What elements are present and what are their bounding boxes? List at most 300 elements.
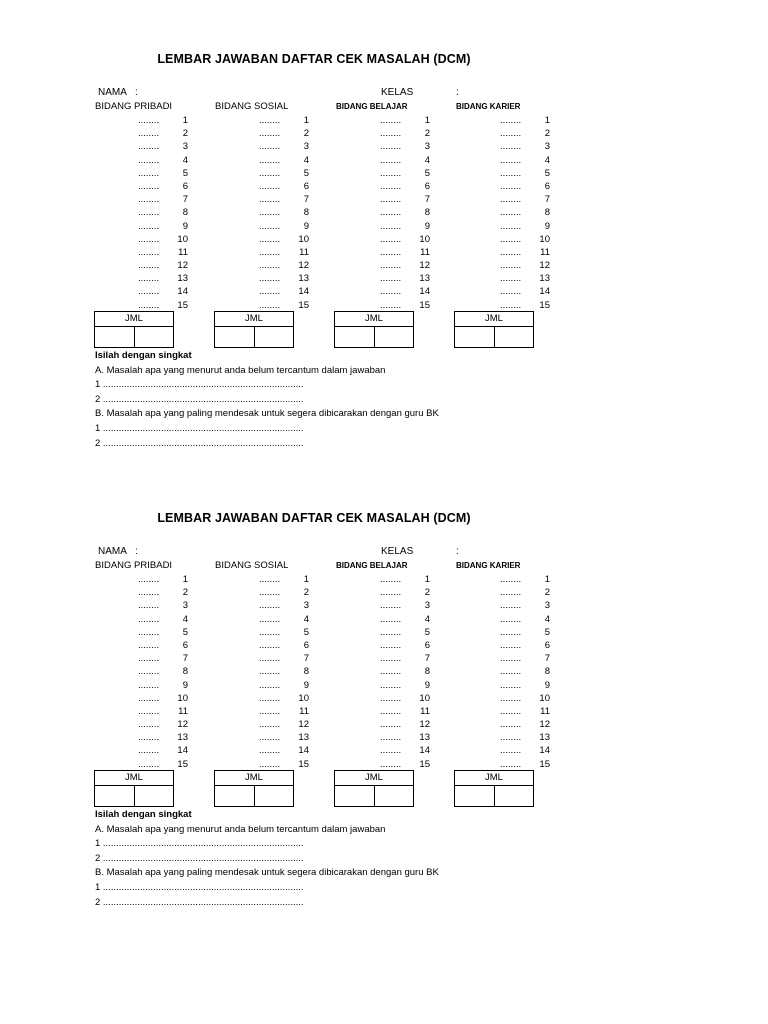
item-number: 4 — [544, 613, 550, 625]
answer-row — [98, 652, 188, 665]
answer-blank[interactable]: ........ — [259, 666, 281, 678]
answer-blank[interactable]: ........ — [138, 286, 160, 298]
answer-blank[interactable]: ........ — [138, 574, 160, 585]
answer-sheet — [0, 459, 768, 919]
answer-row — [460, 599, 550, 612]
field-heading: BIDANG SOSIAL — [215, 101, 289, 112]
answer-row — [98, 758, 188, 771]
item-number: 12 — [539, 719, 550, 731]
item-number: 13 — [298, 273, 309, 285]
answer-blank[interactable]: ........ — [259, 220, 281, 232]
answer-row — [340, 154, 430, 167]
item-number: 3 — [424, 600, 430, 612]
answer-blank[interactable]: ........ — [259, 167, 281, 179]
answer-row — [460, 140, 550, 153]
jml-cell[interactable] — [494, 786, 534, 807]
item-number: 7 — [303, 653, 309, 665]
answer-row — [219, 639, 309, 652]
answer-blank[interactable]: ........ — [380, 207, 402, 219]
answer-blank[interactable]: ........ — [259, 639, 281, 651]
answer-column — [340, 573, 430, 771]
answer-blank[interactable]: ........ — [380, 732, 402, 744]
jml-cell[interactable] — [95, 327, 134, 348]
item-number: 3 — [182, 600, 188, 612]
item-number: 6 — [303, 639, 309, 651]
answer-row — [460, 718, 550, 731]
answer-blank[interactable]: ........ — [138, 666, 160, 678]
answer-blank[interactable]: ........ — [380, 639, 402, 651]
answer-row — [219, 599, 309, 612]
answer-blank[interactable]: ........ — [380, 167, 402, 179]
answer-blank[interactable]: ........ — [138, 233, 160, 245]
item-number: 3 — [182, 141, 188, 153]
answer-row — [460, 154, 550, 167]
answer-row — [219, 665, 309, 678]
answer-row — [98, 127, 188, 140]
item-number: 13 — [177, 732, 188, 744]
answer-blank[interactable]: ........ — [500, 167, 522, 179]
answer-blank[interactable]: ........ — [259, 194, 281, 206]
item-number: 4 — [303, 613, 309, 625]
item-number: 4 — [303, 154, 309, 166]
answer-b1[interactable]: 1 ............................................................................ — [95, 881, 304, 893]
answer-blank[interactable]: ........ — [138, 180, 160, 192]
jml-label: JML — [455, 771, 533, 786]
item-number: 15 — [539, 299, 550, 311]
answer-row — [340, 613, 430, 626]
item-number: 11 — [540, 246, 550, 258]
answer-row — [219, 127, 309, 140]
answer-row — [219, 220, 309, 233]
answer-column — [340, 114, 430, 312]
item-number: 6 — [544, 180, 550, 192]
answer-b1[interactable]: 1 ............................................................................ — [95, 422, 304, 434]
jml-cell[interactable] — [374, 786, 414, 807]
answer-blank[interactable]: ........ — [259, 732, 281, 744]
answer-blank[interactable]: ........ — [259, 115, 281, 126]
jml-box — [214, 770, 294, 807]
answer-blank[interactable]: ........ — [259, 653, 281, 665]
answer-blank[interactable]: ........ — [500, 600, 522, 612]
answer-blank[interactable]: ........ — [259, 273, 281, 285]
answer-blank[interactable]: ........ — [380, 574, 402, 585]
answer-row — [340, 233, 430, 246]
item-number: 9 — [182, 679, 188, 691]
answer-blank[interactable]: ........ — [259, 299, 281, 311]
nama-label: NAMA — [98, 546, 127, 557]
answer-row — [98, 299, 188, 312]
item-number: 13 — [539, 732, 550, 744]
answer-row — [340, 573, 430, 586]
answer-blank[interactable]: ........ — [138, 299, 160, 311]
answer-blank[interactable]: ........ — [259, 705, 281, 717]
instructions-heading: Isilah dengan singkat — [95, 809, 192, 820]
answer-row — [98, 167, 188, 180]
jml-box — [334, 770, 414, 807]
sheet-title: LEMBAR JAWABAN DAFTAR CEK MASALAH (DCM) — [157, 52, 471, 66]
answer-blank[interactable]: ........ — [380, 745, 402, 757]
answer-row — [460, 665, 550, 678]
answer-blank[interactable]: ........ — [138, 692, 160, 704]
answer-blank[interactable]: ........ — [138, 587, 160, 599]
answer-row — [98, 626, 188, 639]
item-number: 5 — [424, 626, 430, 638]
item-number: 1 — [182, 115, 188, 126]
answer-blank[interactable]: ........ — [380, 141, 402, 153]
item-number: 13 — [419, 732, 430, 744]
answer-row — [219, 626, 309, 639]
item-number: 11 — [420, 705, 430, 717]
answer-blank[interactable]: ........ — [259, 679, 281, 691]
answer-blank[interactable]: ........ — [259, 141, 281, 153]
item-number: 6 — [303, 180, 309, 192]
answer-row — [98, 639, 188, 652]
answer-blank[interactable]: ........ — [138, 115, 160, 126]
answer-b2[interactable]: 2 ............................................................................ — [95, 437, 304, 449]
item-number: 12 — [298, 719, 309, 731]
answer-blank[interactable]: ........ — [380, 679, 402, 691]
field-heading: BIDANG BELAJAR — [336, 561, 408, 570]
field-heading: BIDANG BELAJAR — [336, 102, 408, 111]
jml-box — [454, 311, 534, 348]
short-answer-section — [95, 808, 439, 910]
item-number: 14 — [539, 286, 550, 298]
item-number: 8 — [544, 666, 550, 678]
question-b: B. Masalah apa yang paling mendesak untuk segera dibicarakan dengan guru BK — [95, 408, 439, 420]
answer-blank[interactable]: ........ — [500, 692, 522, 704]
field-heading: BIDANG KARIER — [456, 561, 521, 570]
answer-row — [340, 206, 430, 219]
answer-blank[interactable]: ........ — [259, 128, 281, 140]
item-number: 5 — [182, 626, 188, 638]
answer-blank[interactable]: ........ — [380, 128, 402, 140]
answer-blank[interactable]: ........ — [138, 194, 160, 206]
answer-blank[interactable]: ........ — [259, 246, 281, 258]
answer-blank[interactable]: ........ — [259, 719, 281, 731]
answer-blank[interactable]: ........ — [500, 626, 522, 638]
answer-blank[interactable]: ........ — [380, 653, 402, 665]
answer-row — [460, 180, 550, 193]
answer-blank[interactable]: ........ — [500, 246, 522, 258]
answer-row — [460, 246, 550, 259]
answer-blank[interactable]: ........ — [138, 626, 160, 638]
item-number: 1 — [182, 574, 188, 585]
answer-blank[interactable]: ........ — [259, 587, 281, 599]
answer-row — [219, 114, 309, 127]
answer-row — [460, 613, 550, 626]
answer-row — [219, 272, 309, 285]
answer-blank[interactable]: ........ — [259, 745, 281, 757]
answer-row — [98, 246, 188, 259]
answer-blank[interactable]: ........ — [500, 299, 522, 311]
answer-blank[interactable]: ........ — [380, 180, 402, 192]
answer-blank[interactable]: ........ — [500, 286, 522, 298]
question-b: B. Masalah apa yang paling mendesak untuk segera dibicarakan dengan guru BK — [95, 867, 439, 879]
answer-blank[interactable]: ........ — [500, 141, 522, 153]
answer-blank[interactable]: ........ — [380, 273, 402, 285]
answer-column — [219, 573, 309, 771]
answer-blank[interactable]: ........ — [500, 666, 522, 678]
answer-blank[interactable]: ........ — [380, 299, 402, 311]
jml-box — [334, 311, 414, 348]
answer-row — [460, 679, 550, 692]
item-number: 11 — [178, 705, 188, 717]
item-number: 1 — [544, 115, 550, 126]
item-number: 14 — [298, 286, 309, 298]
answer-blank[interactable]: ........ — [138, 246, 160, 258]
item-number: 9 — [424, 220, 430, 232]
answer-blank[interactable]: ........ — [380, 286, 402, 298]
item-number: 11 — [420, 246, 430, 258]
answer-row — [98, 206, 188, 219]
answer-blank[interactable]: ........ — [138, 719, 160, 731]
answer-blank[interactable]: ........ — [259, 286, 281, 298]
answer-row — [98, 586, 188, 599]
jml-box — [94, 770, 174, 807]
answer-row — [340, 259, 430, 272]
jml-cell[interactable] — [335, 327, 374, 348]
jml-cell[interactable] — [215, 786, 254, 807]
answer-row — [219, 154, 309, 167]
item-number: 2 — [544, 128, 550, 140]
item-number: 7 — [182, 653, 188, 665]
jml-box — [454, 770, 534, 807]
answer-row — [219, 167, 309, 180]
item-number: 13 — [298, 732, 309, 744]
answer-blank[interactable]: ........ — [138, 220, 160, 232]
item-number: 14 — [177, 745, 188, 757]
item-number: 7 — [544, 653, 550, 665]
answer-column — [98, 573, 188, 771]
answer-blank[interactable]: ........ — [500, 194, 522, 206]
item-number: 10 — [177, 692, 188, 704]
answer-blank[interactable]: ........ — [138, 260, 160, 272]
answer-blank[interactable]: ........ — [138, 167, 160, 179]
item-number: 8 — [182, 666, 188, 678]
answer-blank[interactable]: ........ — [259, 180, 281, 192]
answer-blank[interactable]: ........ — [259, 233, 281, 245]
answer-blank[interactable]: ........ — [500, 180, 522, 192]
answer-blank[interactable]: ........ — [380, 692, 402, 704]
answer-blank[interactable]: ........ — [380, 194, 402, 206]
answer-blank[interactable]: ........ — [259, 613, 281, 625]
answer-blank[interactable]: ........ — [380, 705, 402, 717]
item-number: 14 — [419, 745, 430, 757]
jml-label: JML — [95, 312, 173, 327]
answer-blank[interactable]: ........ — [380, 719, 402, 731]
answer-blank[interactable]: ........ — [138, 732, 160, 744]
answer-blank[interactable]: ........ — [259, 758, 281, 770]
answer-blank[interactable]: ........ — [259, 207, 281, 219]
answer-column — [460, 573, 550, 771]
answer-blank[interactable]: ........ — [138, 600, 160, 612]
answer-blank[interactable]: ........ — [380, 666, 402, 678]
item-number: 10 — [177, 233, 188, 245]
answer-blank[interactable]: ........ — [380, 758, 402, 770]
answer-a2[interactable]: 2 ............................................................................ — [95, 393, 304, 405]
answer-blank[interactable]: ........ — [500, 679, 522, 691]
item-number: 7 — [544, 194, 550, 206]
answer-blank[interactable]: ........ — [500, 115, 522, 126]
answer-row — [219, 679, 309, 692]
answer-blank[interactable]: ........ — [500, 128, 522, 140]
answer-blank[interactable]: ........ — [138, 273, 160, 285]
item-number: 10 — [298, 692, 309, 704]
item-number: 14 — [177, 286, 188, 298]
item-number: 10 — [419, 233, 430, 245]
answer-blank[interactable]: ........ — [500, 639, 522, 651]
answer-blank[interactable]: ........ — [500, 758, 522, 770]
answer-blank[interactable]: ........ — [500, 705, 522, 717]
jml-cell[interactable] — [134, 327, 174, 348]
item-number: 8 — [544, 207, 550, 219]
answer-blank[interactable]: ........ — [500, 220, 522, 232]
answer-blank[interactable]: ........ — [138, 128, 160, 140]
field-heading: BIDANG PRIBADI — [95, 101, 173, 112]
answer-row — [340, 272, 430, 285]
item-number: 5 — [182, 167, 188, 179]
field-heading: BIDANG SOSIAL — [215, 560, 289, 571]
answer-blank[interactable]: ........ — [138, 207, 160, 219]
answer-blank[interactable]: ........ — [259, 260, 281, 272]
answer-row — [98, 718, 188, 731]
answer-blank[interactable]: ........ — [380, 233, 402, 245]
answer-row — [98, 114, 188, 127]
answer-blank[interactable]: ........ — [500, 233, 522, 245]
item-number: 15 — [177, 758, 188, 770]
answer-blank[interactable]: ........ — [500, 207, 522, 219]
answer-blank[interactable]: ........ — [380, 600, 402, 612]
jml-cell[interactable] — [254, 786, 294, 807]
answer-row — [460, 299, 550, 312]
answer-b2[interactable]: 2 ............................................................................ — [95, 896, 304, 908]
question-a: A. Masalah apa yang menurut anda belum tercantum dalam jawaban — [95, 364, 386, 376]
item-number: 5 — [544, 167, 550, 179]
jml-cell[interactable] — [455, 786, 494, 807]
item-number: 13 — [419, 273, 430, 285]
answer-row — [219, 299, 309, 312]
jml-cell[interactable] — [95, 786, 134, 807]
answer-blank[interactable]: ........ — [138, 613, 160, 625]
jml-cell[interactable] — [455, 327, 494, 348]
answer-blank[interactable]: ........ — [380, 587, 402, 599]
answer-row — [460, 731, 550, 744]
answer-blank[interactable]: ........ — [259, 574, 281, 585]
answer-a2[interactable]: 2 ............................................................................ — [95, 852, 304, 864]
answer-a1[interactable]: 1 ............................................................................ — [95, 379, 304, 391]
answer-row — [460, 586, 550, 599]
item-number: 2 — [182, 587, 188, 599]
answer-a1[interactable]: 1 ............................................................................ — [95, 838, 304, 850]
item-number: 9 — [544, 220, 550, 232]
answer-row — [98, 731, 188, 744]
answer-row — [340, 140, 430, 153]
answer-blank[interactable]: ........ — [500, 613, 522, 625]
answer-row — [460, 652, 550, 665]
jml-cell[interactable] — [494, 327, 534, 348]
kelas-colon: : — [456, 87, 459, 98]
answer-blank[interactable]: ........ — [500, 587, 522, 599]
jml-cell[interactable] — [215, 327, 254, 348]
answer-blank[interactable]: ........ — [259, 626, 281, 638]
item-number: 3 — [303, 600, 309, 612]
jml-cell[interactable] — [134, 786, 174, 807]
answer-blank[interactable]: ........ — [259, 154, 281, 166]
answer-blank[interactable]: ........ — [500, 653, 522, 665]
answer-blank[interactable]: ........ — [380, 115, 402, 126]
answer-row — [219, 731, 309, 744]
kelas-label: KELAS — [381, 87, 414, 98]
item-number: 1 — [424, 574, 430, 585]
short-answer-section — [95, 349, 439, 451]
kelas-label: KELAS — [381, 546, 414, 557]
answer-blank[interactable]: ........ — [380, 613, 402, 625]
instructions-heading: Isilah dengan singkat — [95, 350, 192, 361]
item-number: 5 — [544, 626, 550, 638]
answer-blank[interactable]: ........ — [138, 705, 160, 717]
answer-blank[interactable]: ........ — [138, 758, 160, 770]
item-number: 12 — [177, 260, 188, 272]
item-number: 10 — [298, 233, 309, 245]
item-number: 4 — [182, 613, 188, 625]
item-number: 2 — [303, 587, 309, 599]
answer-blank[interactable]: ........ — [500, 154, 522, 166]
item-number: 11 — [178, 246, 188, 258]
jml-cell[interactable] — [254, 327, 294, 348]
answer-blank[interactable]: ........ — [380, 154, 402, 166]
answer-row — [219, 246, 309, 259]
item-number: 14 — [298, 745, 309, 757]
answer-blank[interactable]: ........ — [380, 220, 402, 232]
nama-colon: : — [135, 546, 138, 557]
answer-blank[interactable]: ........ — [500, 273, 522, 285]
nama-colon: : — [135, 87, 138, 98]
answer-blank[interactable]: ........ — [500, 719, 522, 731]
answer-blank[interactable]: ........ — [138, 745, 160, 757]
answer-row — [219, 744, 309, 757]
answer-blank[interactable]: ........ — [138, 154, 160, 166]
answer-blank[interactable]: ........ — [138, 679, 160, 691]
answer-blank[interactable]: ........ — [138, 639, 160, 651]
answer-blank[interactable]: ........ — [500, 260, 522, 272]
answer-row — [98, 233, 188, 246]
answer-row — [219, 652, 309, 665]
answer-blank[interactable]: ........ — [259, 600, 281, 612]
answer-blank[interactable]: ........ — [138, 653, 160, 665]
answer-row — [219, 692, 309, 705]
answer-blank[interactable]: ........ — [500, 574, 522, 585]
jml-cell[interactable] — [335, 786, 374, 807]
answer-blank[interactable]: ........ — [500, 745, 522, 757]
answer-row — [340, 180, 430, 193]
jml-label: JML — [95, 771, 173, 786]
item-number: 11 — [299, 246, 309, 258]
answer-row — [98, 599, 188, 612]
answer-row — [219, 285, 309, 298]
answer-row — [98, 744, 188, 757]
answer-row — [98, 679, 188, 692]
answer-blank[interactable]: ........ — [500, 732, 522, 744]
answer-row — [340, 705, 430, 718]
answer-blank[interactable]: ........ — [259, 692, 281, 704]
answer-column — [219, 114, 309, 312]
answer-blank[interactable]: ........ — [380, 260, 402, 272]
answer-blank[interactable]: ........ — [380, 246, 402, 258]
answer-row — [98, 613, 188, 626]
answer-blank[interactable]: ........ — [138, 141, 160, 153]
jml-cell[interactable] — [374, 327, 414, 348]
answer-blank[interactable]: ........ — [380, 626, 402, 638]
